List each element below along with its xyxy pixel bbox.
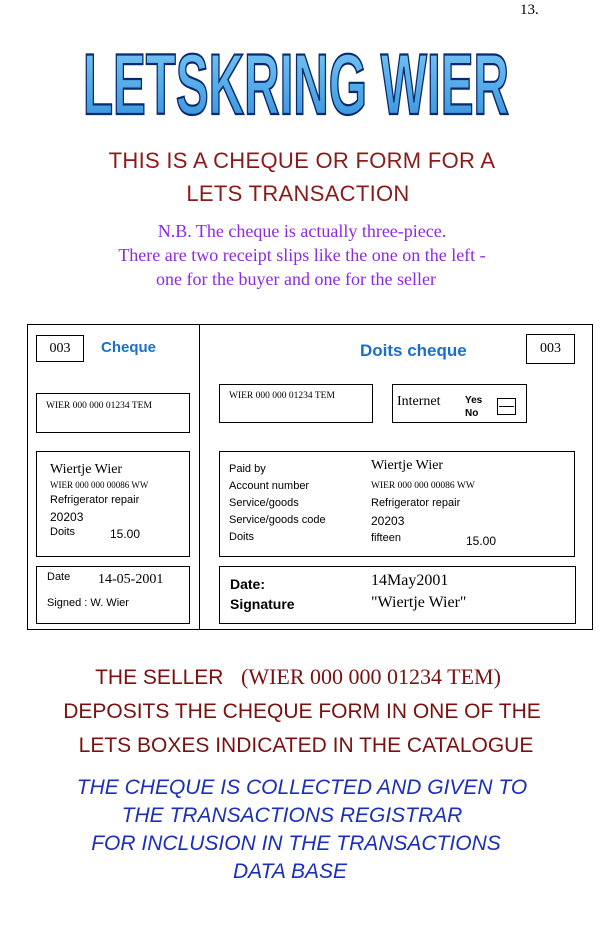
note-line-2: There are two receipt slips like the one on the left - — [118, 245, 486, 265]
internet-yes-label: Yes — [465, 395, 483, 406]
slip-account-box — [36, 393, 190, 433]
value-service-code: 20203 — [371, 514, 405, 528]
slip-signed: Signed : W. Wier — [47, 597, 129, 609]
value-paid-by: Wiertje Wier — [371, 458, 444, 473]
letskring-logo — [74, 24, 514, 130]
cheque-date-value: 14May2001 — [371, 572, 449, 589]
label-service-code: Service/goods code — [229, 514, 326, 526]
value-doits-amount: 15.00 — [466, 534, 497, 548]
cheque-number: 003 — [526, 334, 575, 364]
seller-account: (WIER 000 000 01234 TEM) — [241, 664, 501, 689]
seller-line-1 — [0, 664, 600, 690]
collection-line-1: THE CHEQUE IS COLLECTED AND GIVEN TO — [76, 776, 528, 799]
cheque-divider — [199, 324, 200, 630]
cheque-title: Doits cheque — [360, 341, 467, 360]
heading-line-2: LETS TRANSACTION — [186, 181, 410, 206]
cheque-date-label: Date: — [230, 576, 266, 592]
cheque-account: WIER 000 000 01234 TEM — [229, 391, 335, 401]
label-account-number: Account number — [229, 480, 310, 492]
slip-payer-name: Wiertje Wier — [50, 462, 123, 477]
slip-doits-value: 15.00 — [110, 527, 141, 541]
value-service: Refrigerator repair — [371, 497, 461, 509]
collection-line-2: THE TRANSACTIONS REGISTRAR — [121, 804, 463, 827]
slip-service: Refrigerator repair — [50, 494, 140, 506]
note-line-1: N.B. The cheque is actually three-piece. — [157, 221, 447, 241]
cheque-account-box — [219, 384, 373, 423]
collection-line-4: DATA BASE — [233, 860, 347, 883]
internet-no-label: No — [465, 408, 479, 419]
heading-line-1: THIS IS A CHEQUE OR FORM FOR A — [108, 148, 496, 173]
logo-text: LETSKRING WIER — [83, 37, 509, 130]
signature-value: "Wiertje Wier" — [371, 594, 467, 611]
label-paid-by: Paid by — [229, 463, 266, 475]
seller-line-2: DEPOSITS THE CHEQUE FORM IN ONE OF THE — [63, 700, 541, 723]
value-account-number: WIER 000 000 00086 WW — [371, 481, 475, 491]
collection-line-3: FOR INCLUSION IN THE TRANSACTIONS — [91, 832, 501, 855]
slip-date-label: Date — [47, 571, 71, 583]
seller-line-3: LETS BOXES INDICATED IN THE CATALOGUE — [78, 734, 534, 757]
slip-payer-account: WIER 000 000 00086 WW — [50, 480, 149, 490]
label-doits: Doits — [229, 531, 255, 543]
slip-account: WIER 000 000 01234 TEM — [46, 401, 152, 411]
label-service: Service/goods — [229, 497, 299, 509]
slip-service-code: 20203 — [50, 510, 84, 524]
value-doits-words: fifteen — [371, 532, 401, 544]
slip-doits-label: Doits — [50, 526, 76, 538]
slip-number: 003 — [36, 335, 84, 362]
signature-label: Signature — [230, 596, 295, 612]
note-line-3: one for the buyer and one for the seller — [156, 269, 436, 289]
internet-label: Internet — [397, 394, 441, 409]
slip-date-value: 14-05-2001 — [98, 572, 164, 587]
page-number: 13. — [520, 2, 539, 18]
internet-checkbox[interactable] — [497, 398, 516, 415]
seller-label: THE SELLER — [95, 666, 224, 689]
slip-title: Cheque — [101, 339, 157, 356]
